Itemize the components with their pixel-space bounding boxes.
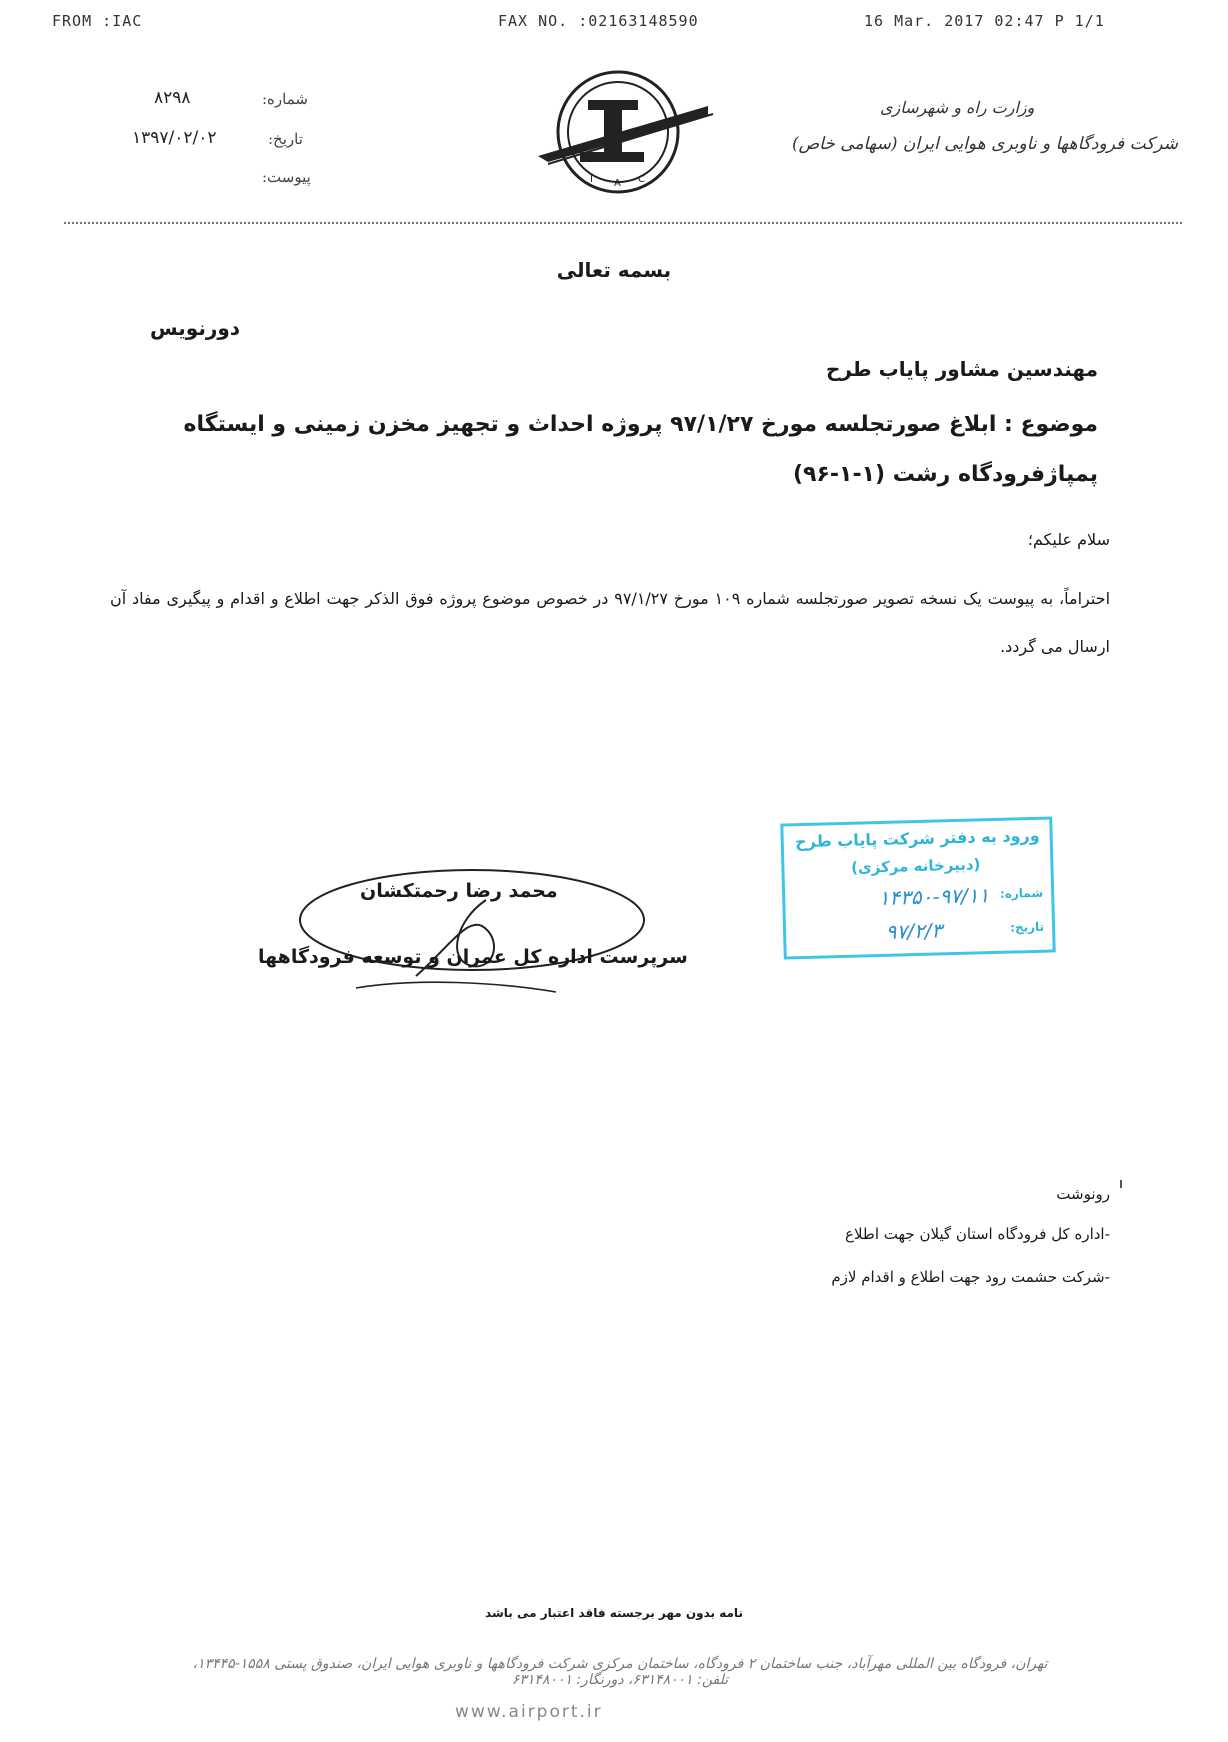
company-name: شرکت فرودگاهها و ناوبری هوایی ایران (سهامی خاص) [792, 134, 1178, 154]
cc-title: رونوشت [1056, 1185, 1110, 1203]
header-divider [64, 222, 1182, 224]
fax-number: FAX NO. :02163148590 [498, 12, 699, 30]
greeting: سلام علیکم؛ [1027, 530, 1110, 549]
stamp-number-value: ۱۴۳۵۰-۹۷/۱۱ [878, 883, 990, 911]
letter-date-value: ۱۳۹۷/۰۲/۰۲ [132, 128, 217, 148]
signatory-title: سرپرست اداره کل عمران و توسعه فرودگاهها [258, 946, 688, 968]
subject: موضوع : ابلاغ صورتجلسه مورخ ۹۷/۱/۲۷ پروژه احداث و تجهیز مخزن زمینی و ایستگاه پمپاژفرودگاه رشت (۱-۱-۹۶) [183, 412, 1098, 487]
letter-date-label: تاریخ: [268, 130, 303, 148]
footer-note: نامه بدون مهر برجسته فاقد اعتبار می باشد [485, 1606, 743, 1620]
fax-sender: FROM :IAC [52, 12, 143, 30]
footer-address: تهران، فرودگاه بین المللی مهرآباد، جنب ساختمان ۲ فرودگاه، ساختمان مرکزی شرکت فرودگاهها و ناوبری هوایی ایران، صندوق پستی ۱۵۵۸-۱۳۴۴۵، تلفن: ۶۳۱۴۸۰۰۱، دورنگار: ۶۳۱۴۸۰۰۱ [192, 1656, 1048, 1688]
stamp-number-label: شماره: [999, 885, 1044, 901]
body-paragraph: احتراماً، به پیوست یک نسخه تصویر صورتجلسه شماره ۱۰۹ مورخ ۹۷/۱/۲۷ در خصوص موضوع پروژه فوق الذکر جهت اطلاع و اقدام و پیگیری مفاد آن ارسال می گردد. [110, 589, 1111, 656]
margin-mark [1120, 1180, 1122, 1188]
logo-letter: I [590, 174, 593, 185]
ministry-name: وزارت راه و شهرسازی [880, 98, 1035, 117]
fax-date: 16 Mar. 2017 02:47 P 1/1 [864, 12, 1105, 30]
logo-letter: A [614, 178, 621, 189]
bismillah: بسمه تعالی [556, 258, 672, 282]
letter-attachment-label: پیوست: [262, 168, 311, 186]
stamp-title: ورود به دفتر شرکت پایاب طرح [794, 825, 1040, 852]
cc-item: -اداره کل فرودگاه استان گیلان جهت اطلاع [845, 1225, 1110, 1243]
iac-logo-icon [508, 66, 736, 198]
stamp-subtitle: (دبیرخانه مرکزی) [850, 855, 981, 877]
recipient: مهندسین مشاور پایاب طرح [825, 357, 1098, 381]
cc-item: -شرکت حشمت رود جهت اطلاع و اقدام لازم [831, 1268, 1110, 1286]
letter-number-label: شماره: [262, 90, 308, 108]
footer-website: www.airport.ir [455, 1702, 603, 1722]
logo-letter: C [638, 174, 645, 185]
letter-number-value: ۸۲۹۸ [154, 88, 191, 108]
signatory-name: محمد رضا رحمتکشان [360, 880, 558, 902]
stamp-date-label: تاریخ: [1010, 919, 1045, 935]
received-stamp [780, 816, 1055, 959]
fax-copy-label: دورنویس [150, 316, 241, 340]
company-logo [508, 66, 736, 198]
stamp-date-value: ۹۷/۲/۳ [885, 918, 943, 944]
